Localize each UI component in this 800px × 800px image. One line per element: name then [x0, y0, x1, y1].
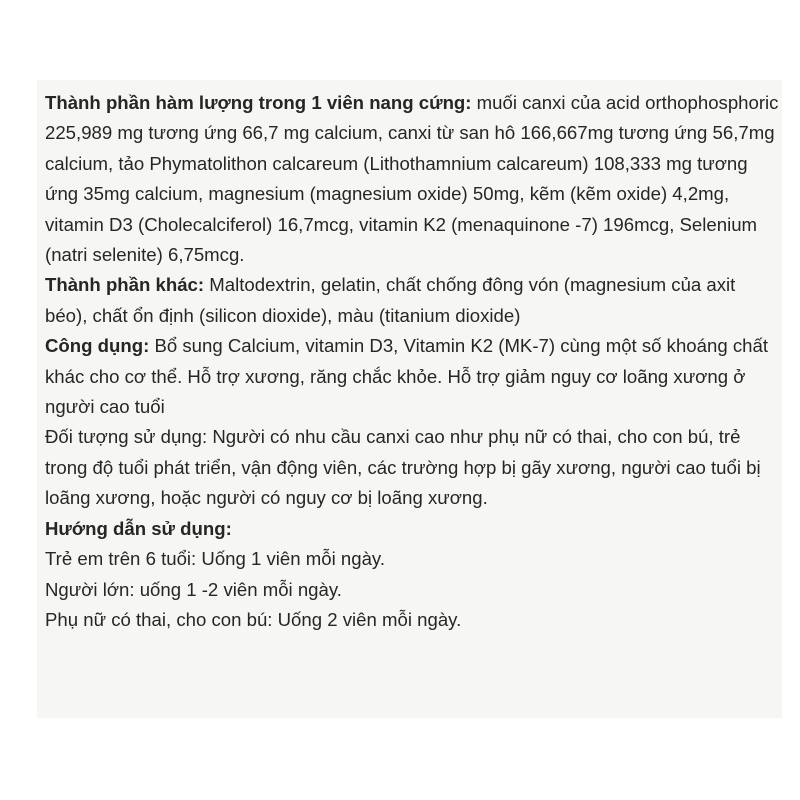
instruction-line-children: Trẻ em trên 6 tuổi: Uống 1 viên mỗi ngày. [45, 548, 386, 570]
instruction-line-adults: Người lớn: uống 1 -2 viên mỗi ngày. [45, 578, 342, 600]
ingredients-text: muối canxi của acid orthophosphoric 225,989 mg tương ứng 66,7 mg calcium, canxi từ san hô 166,667mg tương ứng 56,7mg calcium, tảo Phymatolithon calcareum (Lithothamnium calcareum) 108,333 mg tương ứng 35mg calcium, magnesium (magnesium oxide) 50mg, kẽm (kẽm oxide) 4,2mg, vitamin D3 (Cholecalciferol) 16,7mcg, vitamin K2 (menaquinone -7) 196mcg, Selenium (natri selenite) 6,75mcg. [45, 92, 779, 266]
ingredients-heading: Thành phần hàm lượng trong 1 viên nang cứng: [45, 92, 472, 113]
instructions-heading: Hướng dẫn sử dụng: [45, 517, 232, 539]
ingredients-paragraph [45, 88, 780, 270]
uses-heading: Công dụng: [45, 335, 150, 357]
other-ingredients-heading: Thành phần khác: [45, 274, 205, 296]
other-ingredients-paragraph [45, 270, 780, 331]
uses-paragraph [45, 331, 780, 422]
uses-text: Bổ sung Calcium, vitamin D3, Vitamin K2 (MK-7) cùng một số khoáng chất khác cho cơ thể. Hỗ trợ xương, răng chắc khỏe. Hỗ trợ giảm nguy cơ loãng xương ở người cao tuổi [45, 335, 768, 418]
instruction-line-pregnant: Phụ nữ có thai, cho con bú: Uống 2 viên mỗi ngày. [45, 608, 462, 630]
product-description [45, 88, 780, 635]
target-users-paragraph: Đối tượng sử dụng: Người có nhu cầu canxi cao như phụ nữ có thai, cho con bú, trẻ trong độ tuổi phát triển, vận động viên, các trường hợp bị gãy xương, người cao tuổi bị loãng xương, hoặc người có nguy cơ bị loãng xương. [45, 426, 761, 509]
other-ingredients-text: Maltodextrin, gelatin, chất chống đông vón (magnesium của axit béo), chất ổn định (silicon dioxide), màu (titanium dioxide) [45, 274, 736, 326]
